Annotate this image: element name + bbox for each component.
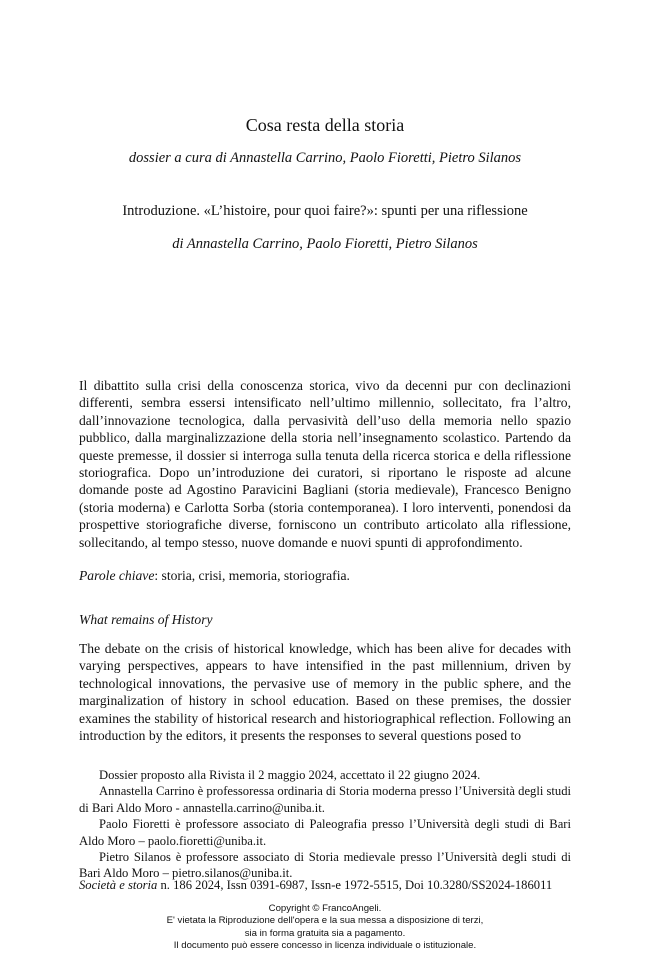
copyright-line: Il documento può essere concesso in licenza individuale o istituzionale. bbox=[173, 940, 477, 952]
dossier-editors: dossier a cura di Annastella Carrino, Paolo Fioretti, Pietro Silanos bbox=[128, 150, 522, 166]
footnote: Paolo Fioretti è professore associato di Paleografia presso l’Università degli studi di Bari Aldo Moro – paolo.fioretti@uniba.it. bbox=[79, 817, 571, 848]
copyright-line: E' vietata la Riproduzione dell'opera e la sua messa a disposizione di terzi, bbox=[166, 915, 484, 927]
footnote: Annastella Carrino è professoressa ordinaria di Storia moderna presso l’Università degli studi di Bari Aldo Moro - annastella.carrino@uniba.it. bbox=[79, 784, 571, 815]
keywords bbox=[79, 567, 571, 584]
journal-name: Società e storia bbox=[79, 878, 158, 892]
copyright-notice bbox=[0, 903, 650, 953]
citation-details: n. 186 2024, Issn 0391-6987, Issn-e 1972-5515, Doi 10.3280/SS2024-186011 bbox=[157, 878, 553, 892]
introduction-title: Introduzione. «L’histoire, pour quoi faire?»: spunti per una riflessione bbox=[122, 203, 528, 219]
keywords-text: : storia, crisi, memoria, storiografia. bbox=[154, 568, 350, 583]
footnotes bbox=[79, 767, 571, 882]
introduction-authors: di Annastella Carrino, Paolo Fioretti, Pietro Silanos bbox=[172, 236, 478, 252]
dossier-title: Cosa resta della storia bbox=[245, 115, 405, 135]
journal-citation bbox=[79, 878, 589, 893]
copyright-line: sia in forma gratuita sia a pagamento. bbox=[244, 927, 406, 939]
italian-abstract: Il dibattito sulla crisi della conoscenza storica, vivo da decenni pur con declinazioni differenti, sembra essersi intensificato nell’ultimo millennio, sollecitato, fra l’altro, dall’innovazione tecnologica, dalla pervasività dell’uso della memoria nello spazio pubblico, dalla marginalizzazione della storia nell’insegnamento scolastico. Partendo da queste premesse, il dossier si interroga sulla tenuta della ricerca storica e della riflessione storiografica. Dopo un’introduzione dei curatori, si riportano le risposte ad alcune domande poste ad Agostino Paravicini Bagliani (storia medievale), Francesco Benigno (storia moderna) e Carlotta Sorba (storia contemporanea). I loro interventi, ponendosi da prospettive storiografiche diverse, forniscono un contributo articolato alla riflessione, sollecitando, al tempo stesso, nuove domande e nuovi spunti di approfondimento. bbox=[79, 378, 571, 550]
keywords-label: Parole chiave bbox=[79, 568, 155, 583]
copyright-line: Copyright © FrancoAngeli. bbox=[268, 903, 382, 914]
footnote: Dossier proposto alla Rivista il 2 maggio 2024, accettato il 22 giugno 2024. bbox=[99, 768, 481, 782]
footnote: Pietro Silanos è professore associato di Storia medievale presso l’Università degli studi di Bari Aldo Moro – pietro.silanos@uniba.it. bbox=[79, 850, 571, 881]
english-abstract: The debate on the crisis of historical knowledge, which has been alive for decades with varying perspectives, appears to have intensified in the past millennium, driven by technological innovations, the pervasive use of memory in the public sphere, and the marginalization of history in school education. Based on these premises, the dossier examines the stability of historical research and historiographical reflection. Following an introduction by the editors, it presents the responses to several questions posed to bbox=[79, 641, 571, 744]
english-title: What remains of History bbox=[79, 612, 213, 627]
